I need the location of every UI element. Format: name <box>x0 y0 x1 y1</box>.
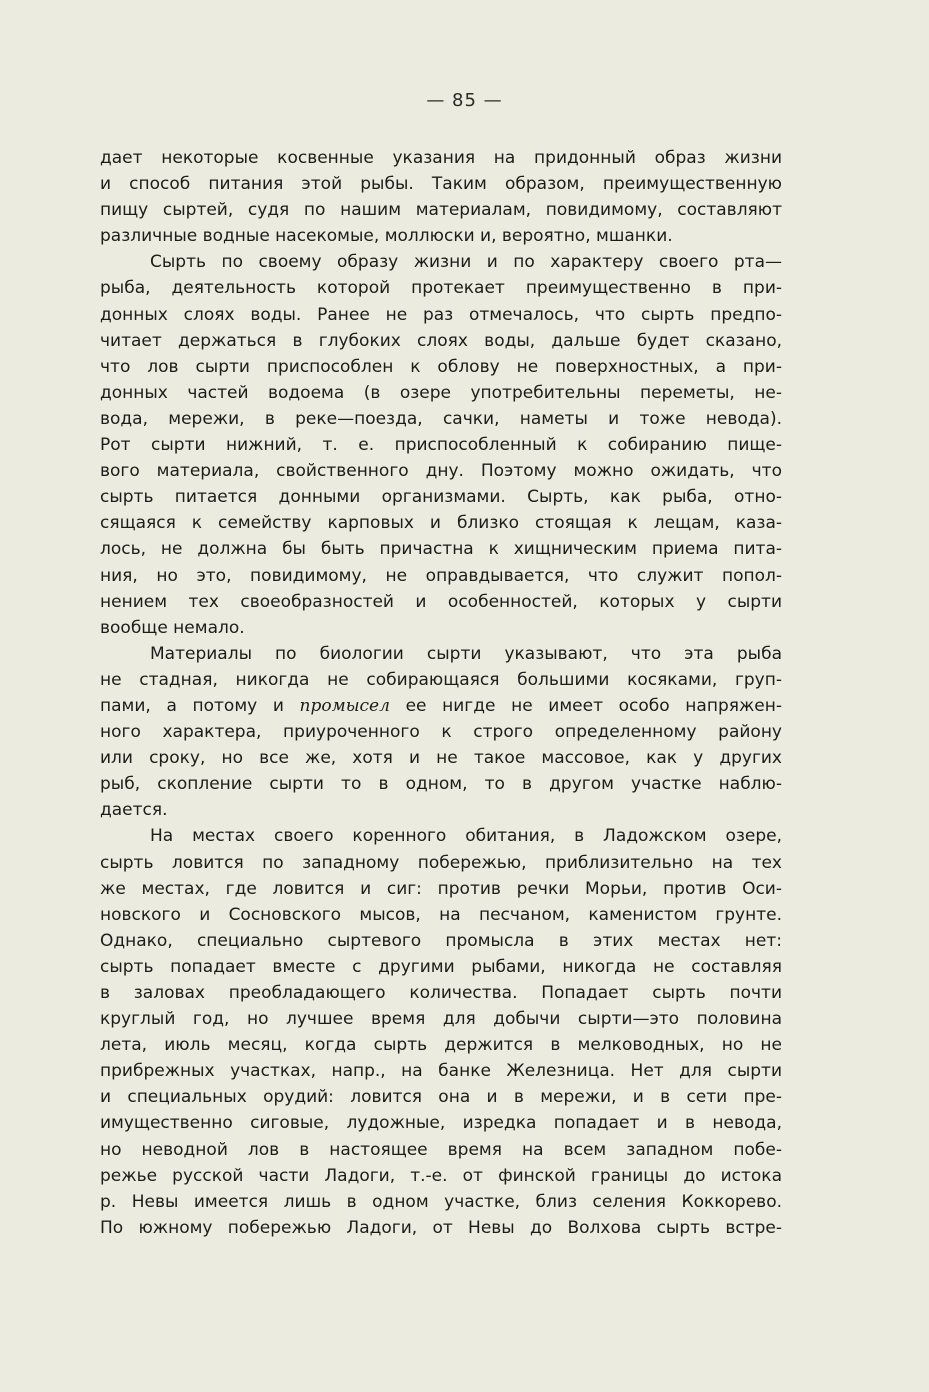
text-line: лось, не должна бы быть причастна к хищническим приема пита- <box>100 539 782 560</box>
text-line: режье русской части Ладоги, т.-е. от финской границы до истока <box>100 1165 782 1186</box>
text-line: рыб, скопление сырти то в одном, то в другом участке наблю- <box>100 774 782 795</box>
text-line: различные водные насекомые, моллюски и, вероятно, мшанки. <box>100 226 673 247</box>
text-line: сырть попадает вместе с другими рыбами, никогда не составляя <box>100 956 782 977</box>
body-text <box>100 145 782 1241</box>
text-line: новского и Сосновского мысов, на песчаном, каменистом грунте. <box>100 904 782 925</box>
text-segment: ее нигде не имеет особо напряжен- <box>389 695 782 716</box>
text-line <box>100 693 782 719</box>
text-line: лета, июль месяц, когда сырть держится в мелководных, но не <box>100 1035 782 1056</box>
text-line: сырть питается донными организмами. Сырть, как рыба, отно- <box>100 487 782 508</box>
text-line: не стадная, никогда не собирающаяся большими косяками, груп- <box>100 669 782 690</box>
text-line: имущественно сиговые, лудожные, изредка попадает и в невода, <box>100 1113 782 1134</box>
italic-term: промысел <box>299 695 390 716</box>
text-line: но неводной лов в настоящее время на всем западном побе- <box>100 1139 782 1160</box>
text-line: дается. <box>100 800 168 821</box>
text-line: в заловах преобладающего количества. Попадает сырть почти <box>100 983 782 1003</box>
text-line: вого материала, свойственного дну. Поэтому можно ожидать, что <box>100 461 782 482</box>
text-line: По южному побережью Ладоги, от Невы до Волхова сырть встре- <box>100 1217 782 1238</box>
text-line: читает держаться в глубоких слоях воды, дальше будет сказано, <box>100 330 782 351</box>
text-line: и способ питания этой рыбы. Таким образом, преимущественную <box>100 174 782 195</box>
text-line: же местах, где ловится и сиг: против речки Морьи, против Оси- <box>100 878 782 899</box>
text-line: донных слоях воды. Ранее не раз отмечалось, что сырть предпо- <box>100 304 782 325</box>
text-line: пищу сыртей, судя по нашим материалам, повидимому, составляют <box>100 200 782 221</box>
text-line: сырть ловится по западному побережью, приблизительно на тех <box>100 852 782 873</box>
text-line: или сроку, но все же, хотя и не такое массовое, как у других <box>100 748 782 769</box>
text-line: круглый год, но лучшее время для добычи сырти—это половина <box>100 1009 782 1030</box>
text-line: прибрежных участках, напр., на банке Железница. Нет для сырти <box>100 1061 782 1082</box>
page-number: — 85 — <box>426 90 503 111</box>
text-line: и специальных орудий: ловится она и в мережи, и в сети пре- <box>100 1087 782 1108</box>
text-line: ния, но это, повидимому, не оправдывается, что служит попол- <box>100 565 782 586</box>
text-line: донных частей водоема (в озере употребительны переметы, не- <box>100 382 782 403</box>
text-line: р. Невы имеется лишь в одном участке, близ селения Коккорево. <box>100 1191 782 1212</box>
text-line: рыба, деятельность которой протекает преимущественно в при- <box>100 278 782 299</box>
text-line: вообще немало. <box>100 617 245 638</box>
text-line: ного характера, приуроченного к строго определенному району <box>100 722 782 743</box>
text-line: вода, мережи, в реке—поезда, сачки, наметы и тоже невода). <box>100 408 782 429</box>
text-line: Сырть по своему образу жизни и по характеру своего рта— <box>150 252 782 273</box>
text-line: нением тех своеобразностей и особенностей, которых у сырти <box>100 591 782 612</box>
text-line: Материалы по биологии сырти указывают, что эта рыба <box>150 643 782 664</box>
text-line: Рот сырти нижний, т. е. приспособленный к собиранию пище- <box>100 435 782 456</box>
text-line: сящаяся к семейству карповых и близко стоящая к лещам, каза- <box>100 513 782 534</box>
text-line: что лов сырти приспособлен к облову не поверхностных, а при- <box>100 356 782 377</box>
text-line: На местах своего коренного обитания, в Ладожском озере, <box>150 826 782 847</box>
text-segment: пами, а потому и <box>100 695 300 716</box>
text-line: Однако, специально сыртевого промысла в этих местах нет: <box>100 930 782 951</box>
text-line: дает некоторые косвенные указания на придонный образ жизни <box>100 148 782 168</box>
